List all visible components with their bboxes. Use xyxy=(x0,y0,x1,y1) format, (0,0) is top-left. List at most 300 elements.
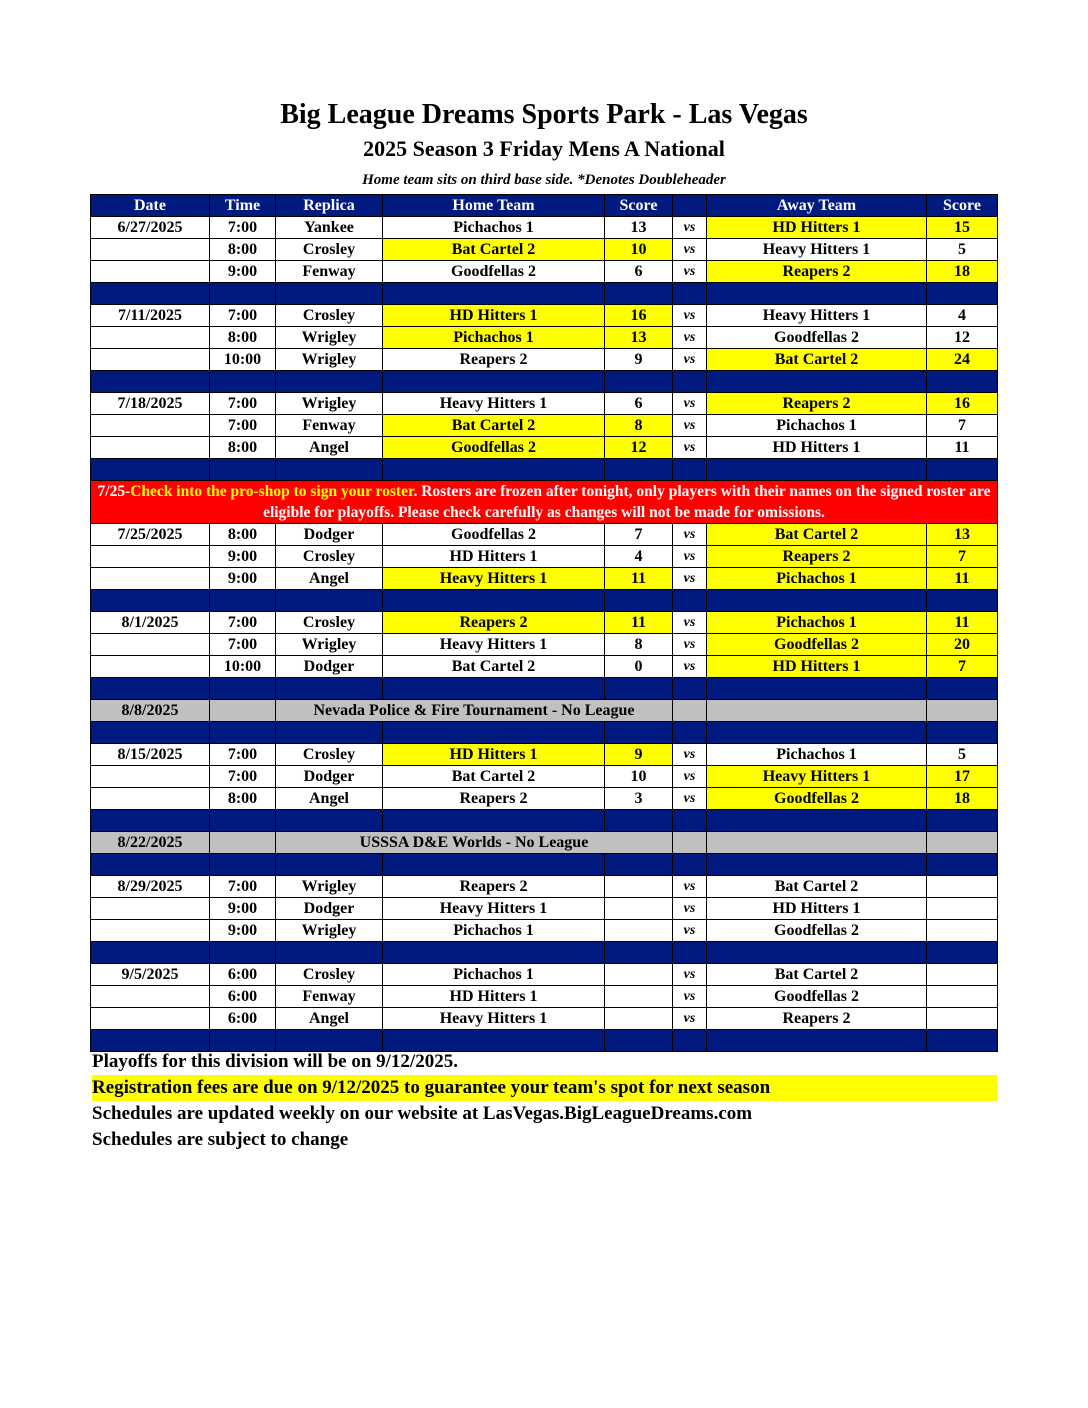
away-team-cell: Bat Cartel 2 xyxy=(707,349,927,371)
field-cell: Wrigley xyxy=(276,920,383,942)
home-team-cell: HD Hitters 1 xyxy=(383,986,605,1008)
time-cell: 8:00 xyxy=(210,788,276,810)
date-cell: 8/15/2025 xyxy=(91,744,210,766)
spacer-cell xyxy=(210,854,276,876)
time-cell: 10:00 xyxy=(210,656,276,678)
spacer-cell xyxy=(276,722,383,744)
away-score-cell: 11 xyxy=(927,437,998,459)
date-cell: 6/27/2025 xyxy=(91,217,210,239)
spacer-cell xyxy=(673,590,707,612)
field-cell: Crosley xyxy=(276,239,383,261)
home-team-cell: Bat Cartel 2 xyxy=(383,656,605,678)
spacer-cell xyxy=(707,810,927,832)
home-team-cell: Bat Cartel 2 xyxy=(383,239,605,261)
spacer-row xyxy=(91,854,998,876)
home-score-cell: 9 xyxy=(605,744,673,766)
date-cell: 8/22/2025 xyxy=(91,832,210,854)
game-row xyxy=(91,305,998,327)
no-league-message: USSSA D&E Worlds - No League xyxy=(276,832,673,854)
game-row xyxy=(91,744,998,766)
away-score-cell: 4 xyxy=(927,305,998,327)
vs-cell: vs xyxy=(673,744,707,766)
away-team-cell: Bat Cartel 2 xyxy=(707,524,927,546)
away-score-cell xyxy=(927,898,998,920)
date-cell: 7/25/2025 xyxy=(91,524,210,546)
time-cell: 6:00 xyxy=(210,964,276,986)
page-title: Big League Dreams Sports Park - Las Vegas xyxy=(280,99,808,130)
away-score-cell xyxy=(927,964,998,986)
home-team-cell: Reapers 2 xyxy=(383,349,605,371)
home-team-cell: Heavy Hitters 1 xyxy=(383,898,605,920)
vs-cell: vs xyxy=(673,612,707,634)
game-row xyxy=(91,217,998,239)
time-cell: 7:00 xyxy=(210,305,276,327)
time-cell: 7:00 xyxy=(210,876,276,898)
date-cell: 7/11/2025 xyxy=(91,305,210,327)
spacer-row xyxy=(91,459,998,481)
vs-cell: vs xyxy=(673,1008,707,1030)
away-score-cell: 24 xyxy=(927,349,998,371)
vs-cell: vs xyxy=(673,327,707,349)
home-score-cell: 10 xyxy=(605,239,673,261)
game-row xyxy=(91,964,998,986)
vs-cell: vs xyxy=(673,305,707,327)
spacer-cell xyxy=(673,854,707,876)
table-header-row xyxy=(91,195,998,217)
spacer-cell xyxy=(707,854,927,876)
time-cell: 7:00 xyxy=(210,393,276,415)
vs-cell: vs xyxy=(673,524,707,546)
home-score-cell: 13 xyxy=(605,217,673,239)
schedule-table xyxy=(90,194,998,1052)
spacer-row xyxy=(91,590,998,612)
spacer-cell xyxy=(383,371,605,393)
vs-cell: vs xyxy=(673,964,707,986)
away-team-cell xyxy=(707,832,927,854)
game-row xyxy=(91,766,998,788)
vs-cell: vs xyxy=(673,546,707,568)
spacer-cell xyxy=(605,678,673,700)
away-team-cell: Pichachos 1 xyxy=(707,744,927,766)
home-team-cell: Pichachos 1 xyxy=(383,327,605,349)
game-row xyxy=(91,986,998,1008)
home-team-cell: Reapers 2 xyxy=(383,788,605,810)
field-cell: Crosley xyxy=(276,744,383,766)
field-cell: Crosley xyxy=(276,305,383,327)
spacer-cell xyxy=(276,371,383,393)
spacer-cell xyxy=(707,590,927,612)
schedule-body xyxy=(91,217,998,1052)
away-score-cell xyxy=(927,832,998,854)
away-score-cell xyxy=(927,700,998,722)
home-score-cell: 11 xyxy=(605,568,673,590)
vs-cell: vs xyxy=(673,239,707,261)
spacer-cell xyxy=(673,810,707,832)
home-team-cell: Bat Cartel 2 xyxy=(383,766,605,788)
away-score-cell: 11 xyxy=(927,568,998,590)
vs-cell: vs xyxy=(673,920,707,942)
home-team-cell: Heavy Hitters 1 xyxy=(383,634,605,656)
time-cell: 7:00 xyxy=(210,415,276,437)
home-score-cell xyxy=(605,920,673,942)
time-cell xyxy=(210,832,276,854)
time-cell: 8:00 xyxy=(210,437,276,459)
date-cell xyxy=(91,634,210,656)
away-score-cell: 18 xyxy=(927,788,998,810)
spacer-row xyxy=(91,942,998,964)
vs-cell: vs xyxy=(673,634,707,656)
away-team-cell xyxy=(707,700,927,722)
date-cell: 8/1/2025 xyxy=(91,612,210,634)
spacer-cell xyxy=(276,283,383,305)
col-header-home-team: Home Team xyxy=(383,195,605,217)
home-score-cell: 0 xyxy=(605,656,673,678)
game-row xyxy=(91,524,998,546)
field-cell: Wrigley xyxy=(276,393,383,415)
time-cell: 6:00 xyxy=(210,986,276,1008)
col-header-time: Time xyxy=(210,195,276,217)
away-score-cell: 7 xyxy=(927,656,998,678)
col-header-replica: Replica xyxy=(276,195,383,217)
home-team-cell: Heavy Hitters 1 xyxy=(383,393,605,415)
spacer-cell xyxy=(605,283,673,305)
vs-cell: vs xyxy=(673,766,707,788)
home-team-cell: Reapers 2 xyxy=(383,876,605,898)
spacer-cell xyxy=(276,854,383,876)
col-header-away-team: Away Team xyxy=(707,195,927,217)
spacer-cell xyxy=(673,722,707,744)
away-team-cell: Reapers 2 xyxy=(707,546,927,568)
away-score-cell xyxy=(927,876,998,898)
spacer-cell xyxy=(927,459,998,481)
spacer-cell xyxy=(707,371,927,393)
away-score-cell: 16 xyxy=(927,393,998,415)
spacer-cell xyxy=(673,678,707,700)
date-cell: 8/8/2025 xyxy=(91,700,210,722)
game-row xyxy=(91,876,998,898)
date-cell: 7/18/2025 xyxy=(91,393,210,415)
home-team-note: Home team sits on third base side. *Denotes Doubleheader xyxy=(362,172,726,188)
date-cell xyxy=(91,898,210,920)
date-cell xyxy=(91,1008,210,1030)
field-cell: Angel xyxy=(276,437,383,459)
spacer-cell xyxy=(927,810,998,832)
date-cell xyxy=(91,546,210,568)
game-row xyxy=(91,1008,998,1030)
home-score-cell xyxy=(605,986,673,1008)
spacer-cell xyxy=(210,590,276,612)
spacer-cell xyxy=(707,722,927,744)
spacer-cell xyxy=(91,371,210,393)
field-cell: Fenway xyxy=(276,986,383,1008)
field-cell: Dodger xyxy=(276,898,383,920)
field-cell: Crosley xyxy=(276,546,383,568)
away-team-cell: Goodfellas 2 xyxy=(707,327,927,349)
away-team-cell: Reapers 2 xyxy=(707,393,927,415)
spacer-cell xyxy=(707,283,927,305)
spacer-cell xyxy=(210,722,276,744)
home-team-cell: HD Hitters 1 xyxy=(383,305,605,327)
time-cell: 7:00 xyxy=(210,634,276,656)
spacer-cell xyxy=(605,722,673,744)
home-team-cell: Reapers 2 xyxy=(383,612,605,634)
time-cell: 8:00 xyxy=(210,524,276,546)
away-score-cell xyxy=(927,986,998,1008)
vs-cell xyxy=(673,832,707,854)
time-cell: 9:00 xyxy=(210,568,276,590)
notice-text: . Rosters are frozen after tonight, only players with their names on the signed roster are eligible for playoffs. Please check carefully as changes will not be made for omissions. xyxy=(263,483,991,521)
spacer-cell xyxy=(91,459,210,481)
date-cell xyxy=(91,788,210,810)
field-cell: Wrigley xyxy=(276,634,383,656)
spacer-cell xyxy=(927,722,998,744)
vs-cell: vs xyxy=(673,876,707,898)
spacer-cell xyxy=(276,942,383,964)
field-cell: Angel xyxy=(276,568,383,590)
game-row xyxy=(91,898,998,920)
time-cell xyxy=(210,700,276,722)
field-cell: Wrigley xyxy=(276,327,383,349)
away-team-cell: Goodfellas 2 xyxy=(707,788,927,810)
spacer-cell xyxy=(276,590,383,612)
col-header-away-score: Score xyxy=(927,195,998,217)
away-score-cell: 11 xyxy=(927,612,998,634)
spacer-cell xyxy=(673,459,707,481)
home-score-cell: 9 xyxy=(605,349,673,371)
playoffs-note: Playoffs for this division will be on 9/12/2025. xyxy=(92,1051,458,1072)
time-cell: 8:00 xyxy=(210,327,276,349)
spacer-cell xyxy=(707,459,927,481)
spacer-cell xyxy=(927,854,998,876)
spacer-cell xyxy=(91,590,210,612)
no-league-row xyxy=(91,700,998,722)
away-team-cell: Heavy Hitters 1 xyxy=(707,305,927,327)
home-team-cell: Goodfellas 2 xyxy=(383,437,605,459)
date-cell: 9/5/2025 xyxy=(91,964,210,986)
spacer-cell xyxy=(383,722,605,744)
date-cell xyxy=(91,349,210,371)
home-score-cell: 4 xyxy=(605,546,673,568)
away-score-cell: 15 xyxy=(927,217,998,239)
website-note: Schedules are updated weekly on our website at LasVegas.BigLeagueDreams.com xyxy=(92,1103,753,1124)
time-cell: 9:00 xyxy=(210,920,276,942)
spacer-cell xyxy=(383,810,605,832)
away-team-cell: Heavy Hitters 1 xyxy=(707,239,927,261)
spacer-cell xyxy=(276,678,383,700)
date-cell xyxy=(91,415,210,437)
game-row xyxy=(91,920,998,942)
time-cell: 9:00 xyxy=(210,898,276,920)
time-cell: 7:00 xyxy=(210,217,276,239)
spacer-cell xyxy=(91,942,210,964)
time-cell: 7:00 xyxy=(210,744,276,766)
vs-cell: vs xyxy=(673,393,707,415)
home-score-cell: 6 xyxy=(605,261,673,283)
field-cell: Dodger xyxy=(276,656,383,678)
spacer-cell xyxy=(605,810,673,832)
vs-cell: vs xyxy=(673,217,707,239)
spacer-cell xyxy=(383,678,605,700)
spacer-cell xyxy=(383,854,605,876)
field-cell: Fenway xyxy=(276,261,383,283)
home-score-cell xyxy=(605,898,673,920)
game-row xyxy=(91,546,998,568)
away-team-cell: Bat Cartel 2 xyxy=(707,964,927,986)
game-row xyxy=(91,656,998,678)
field-cell: Wrigley xyxy=(276,876,383,898)
date-cell xyxy=(91,327,210,349)
spacer-cell xyxy=(383,942,605,964)
spacer-cell xyxy=(605,942,673,964)
away-score-cell: 12 xyxy=(927,327,998,349)
spacer-cell xyxy=(707,678,927,700)
spacer-cell xyxy=(927,678,998,700)
vs-cell xyxy=(673,700,707,722)
vs-cell: vs xyxy=(673,437,707,459)
spacer-cell xyxy=(91,854,210,876)
home-score-cell: 7 xyxy=(605,524,673,546)
away-score-cell: 13 xyxy=(927,524,998,546)
field-cell: Dodger xyxy=(276,524,383,546)
vs-cell: vs xyxy=(673,898,707,920)
no-league-row xyxy=(91,832,998,854)
home-score-cell: 11 xyxy=(605,612,673,634)
spacer-cell xyxy=(276,810,383,832)
time-cell: 9:00 xyxy=(210,261,276,283)
away-score-cell xyxy=(927,920,998,942)
game-row xyxy=(91,612,998,634)
field-cell: Crosley xyxy=(276,612,383,634)
home-score-cell: 6 xyxy=(605,393,673,415)
spacer-cell xyxy=(210,371,276,393)
away-team-cell: Goodfellas 2 xyxy=(707,986,927,1008)
no-league-message: Nevada Police & Fire Tournament - No League xyxy=(276,700,673,722)
away-team-cell: Bat Cartel 2 xyxy=(707,876,927,898)
spacer-cell xyxy=(210,283,276,305)
vs-cell: vs xyxy=(673,788,707,810)
spacer-cell xyxy=(927,942,998,964)
game-row xyxy=(91,415,998,437)
spacer-cell xyxy=(91,678,210,700)
spacer-cell xyxy=(91,722,210,744)
home-score-cell: 12 xyxy=(605,437,673,459)
spacer-cell xyxy=(276,459,383,481)
spacer-cell xyxy=(210,459,276,481)
vs-cell: vs xyxy=(673,415,707,437)
field-cell: Dodger xyxy=(276,766,383,788)
date-cell: 8/29/2025 xyxy=(91,876,210,898)
spacer-row xyxy=(91,678,998,700)
away-team-cell: HD Hitters 1 xyxy=(707,437,927,459)
spacer-cell xyxy=(210,810,276,832)
date-cell xyxy=(91,261,210,283)
spacer-cell xyxy=(210,942,276,964)
spacer-cell xyxy=(707,942,927,964)
field-cell: Fenway xyxy=(276,415,383,437)
roster-notice-row xyxy=(91,481,998,524)
away-team-cell: Goodfellas 2 xyxy=(707,920,927,942)
game-row xyxy=(91,239,998,261)
notice-date: 7/25- xyxy=(97,483,131,500)
spacer-cell xyxy=(927,371,998,393)
home-score-cell: 10 xyxy=(605,766,673,788)
vs-cell: vs xyxy=(673,656,707,678)
home-team-cell: Bat Cartel 2 xyxy=(383,415,605,437)
home-team-cell: HD Hitters 1 xyxy=(383,546,605,568)
game-row xyxy=(91,568,998,590)
home-score-cell xyxy=(605,876,673,898)
time-cell: 7:00 xyxy=(210,612,276,634)
away-team-cell: HD Hitters 1 xyxy=(707,898,927,920)
spacer-cell xyxy=(605,590,673,612)
away-score-cell xyxy=(927,1008,998,1030)
away-score-cell: 5 xyxy=(927,239,998,261)
date-cell xyxy=(91,656,210,678)
game-row xyxy=(91,327,998,349)
game-row xyxy=(91,261,998,283)
spacer-row xyxy=(91,810,998,832)
game-row xyxy=(91,788,998,810)
home-team-cell: Heavy Hitters 1 xyxy=(383,1008,605,1030)
spacer-cell xyxy=(91,810,210,832)
vs-cell: vs xyxy=(673,986,707,1008)
spacer-row xyxy=(91,722,998,744)
away-score-cell: 5 xyxy=(927,744,998,766)
time-cell: 6:00 xyxy=(210,1008,276,1030)
home-team-cell: Pichachos 1 xyxy=(383,920,605,942)
away-score-cell: 18 xyxy=(927,261,998,283)
date-cell xyxy=(91,920,210,942)
home-team-cell: Heavy Hitters 1 xyxy=(383,568,605,590)
date-cell xyxy=(91,437,210,459)
game-row xyxy=(91,393,998,415)
date-cell xyxy=(91,568,210,590)
date-cell xyxy=(91,986,210,1008)
home-team-cell: Pichachos 1 xyxy=(383,217,605,239)
field-cell: Yankee xyxy=(276,217,383,239)
field-cell: Angel xyxy=(276,788,383,810)
home-score-cell: 8 xyxy=(605,415,673,437)
spacer-cell xyxy=(383,459,605,481)
col-header-vs xyxy=(673,195,707,217)
away-score-cell: 7 xyxy=(927,546,998,568)
field-cell: Crosley xyxy=(276,964,383,986)
home-score-cell: 16 xyxy=(605,305,673,327)
time-cell: 7:00 xyxy=(210,766,276,788)
time-cell: 10:00 xyxy=(210,349,276,371)
spacer-cell xyxy=(927,590,998,612)
away-team-cell: HD Hitters 1 xyxy=(707,656,927,678)
vs-cell: vs xyxy=(673,261,707,283)
vs-cell: vs xyxy=(673,568,707,590)
home-team-cell: Pichachos 1 xyxy=(383,964,605,986)
away-score-cell: 20 xyxy=(927,634,998,656)
vs-cell: vs xyxy=(673,349,707,371)
game-row xyxy=(91,437,998,459)
spacer-cell xyxy=(927,283,998,305)
col-header-date: Date xyxy=(91,195,210,217)
time-cell: 9:00 xyxy=(210,546,276,568)
away-score-cell: 7 xyxy=(927,415,998,437)
spacer-cell xyxy=(605,854,673,876)
home-score-cell: 13 xyxy=(605,327,673,349)
away-team-cell: Pichachos 1 xyxy=(707,568,927,590)
spacer-cell xyxy=(673,942,707,964)
away-team-cell: Goodfellas 2 xyxy=(707,634,927,656)
roster-notice xyxy=(91,481,998,524)
spacer-cell xyxy=(383,590,605,612)
spacer-cell xyxy=(673,371,707,393)
